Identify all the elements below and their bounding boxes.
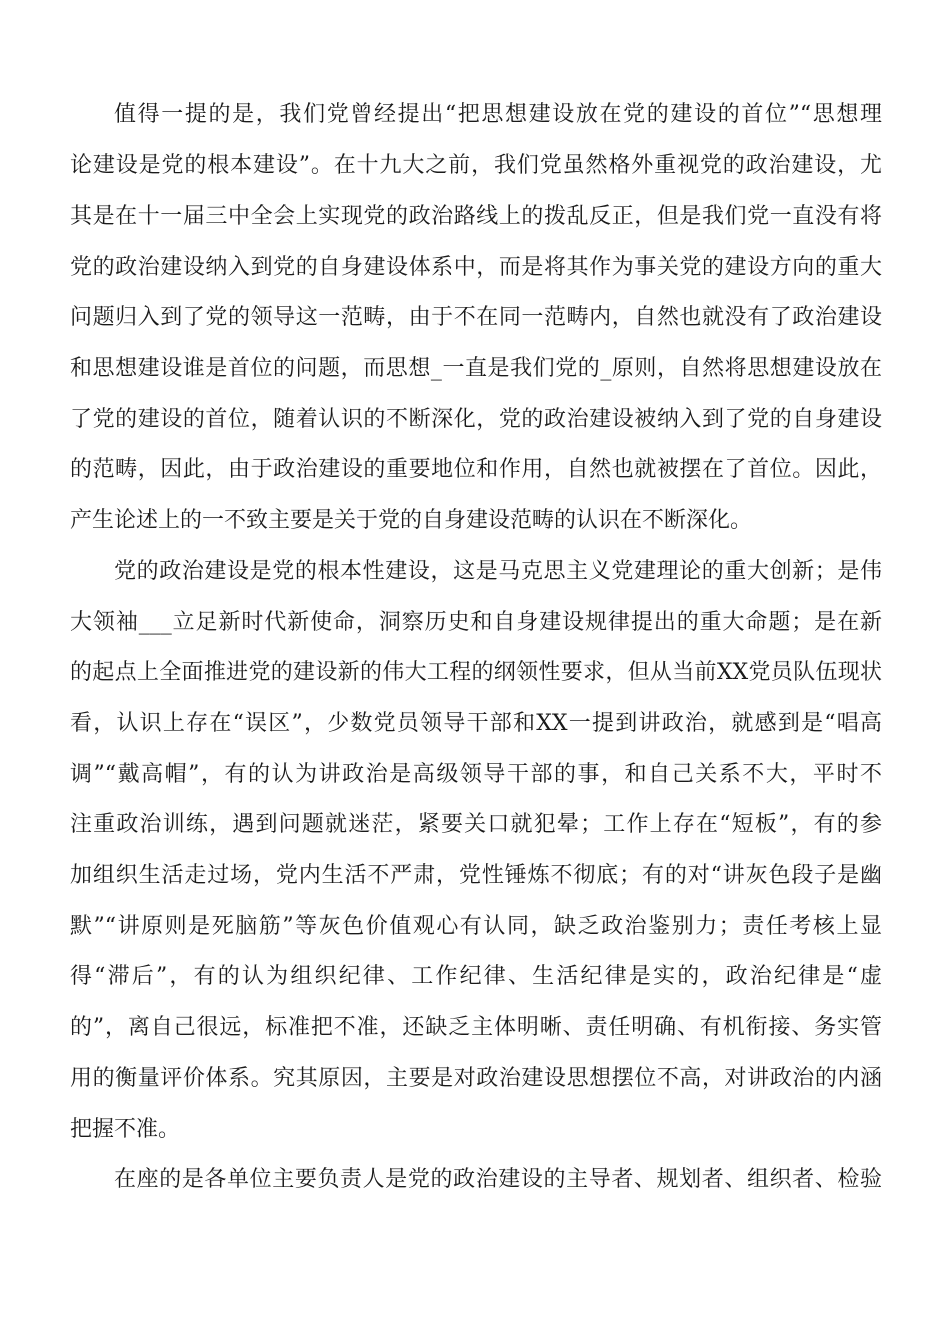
paragraph-line: 注重政治训练，遇到问题就迷茫，紧要关口就犯晕；工作上存在“短板”，有的参 xyxy=(70,812,882,837)
paragraph-line: 把握不准。 xyxy=(70,1117,181,1142)
paragraph-line: 的起点上全面推进党的建设新的伟大工程的纲领性要求，但从当前XX党员队伍现状 xyxy=(70,660,882,685)
paragraph-line: 大领袖___立足新时代新使命，洞察历史和自身建设规律提出的重大命题；是在新 xyxy=(70,610,882,635)
paragraph-line: 调”“戴高帽”，有的认为讲政治是高级领导干部的事，和自己关系不大，平时不 xyxy=(70,762,882,787)
paragraph-line: 和思想建设谁是首位的问题，而思想_一直是我们党的_原则，自然将思想建设放在 xyxy=(70,356,882,381)
paragraph-line: 问题归入到了党的领导这一范畴，由于不在同一范畴内，自然也就没有了政治建设 xyxy=(70,305,882,330)
paragraph-line: 其是在十一届三中全会上实现党的政治路线上的拨乱反正，但是我们党一直没有将 xyxy=(70,204,882,229)
paragraph-line: 默”“讲原则是死脑筋”等灰色价值观心有认同，缺乏政治鉴别力；责任考核上显 xyxy=(70,914,882,939)
paragraph-line: 用的衡量评价体系。究其原因，主要是对政治建设思想摆位不高，对讲政治的内涵 xyxy=(70,1066,882,1091)
paragraph-line: 党的政治建设纳入到党的自身建设体系中，而是将其作为事关党的建设方向的重大 xyxy=(70,255,882,280)
paragraph-line: 论建设是党的根本建设”。在十九大之前，我们党虽然格外重视党的政治建设，尤 xyxy=(70,153,882,178)
paragraph-line: 了党的建设的首位，随着认识的不断深化，党的政治建设被纳入到了党的自身建设 xyxy=(70,407,882,432)
paragraph-line: 值得一提的是，我们党曾经提出“把思想建设放在党的建设的首位”“思想理 xyxy=(114,102,882,127)
paragraph-line: 在座的是各单位主要负责人是党的政治建设的主导者、规划者、组织者、检验 xyxy=(114,1167,882,1192)
paragraph-line: 看，认识上存在“误区”，少数党员领导干部和XX一提到讲政治，就感到是“唱高 xyxy=(70,711,882,736)
paragraph-line: 的范畴，因此，由于政治建设的重要地位和作用，自然也就被摆在了首位。因此， xyxy=(70,457,882,482)
paragraph-line: 党的政治建设是党的根本性建设，这是马克思主义党建理论的重大创新；是伟 xyxy=(114,559,882,584)
paragraph-line: 得“滞后”，有的认为组织纪律、工作纪律、生活纪律是实的，政治纪律是“虚 xyxy=(70,964,882,989)
paragraph-line: 加组织生活走过场，党内生活不严肃，党性锤炼不彻底；有的对“讲灰色段子是幽 xyxy=(70,863,882,888)
paragraph-line: 产生论述上的一不致主要是关于党的自身建设范畴的认识在不断深化。 xyxy=(70,508,753,533)
paragraph-line: 的”，离自己很远，标准把不准，还缺乏主体明晰、责任明确、有机衔接、务实管 xyxy=(70,1015,882,1040)
